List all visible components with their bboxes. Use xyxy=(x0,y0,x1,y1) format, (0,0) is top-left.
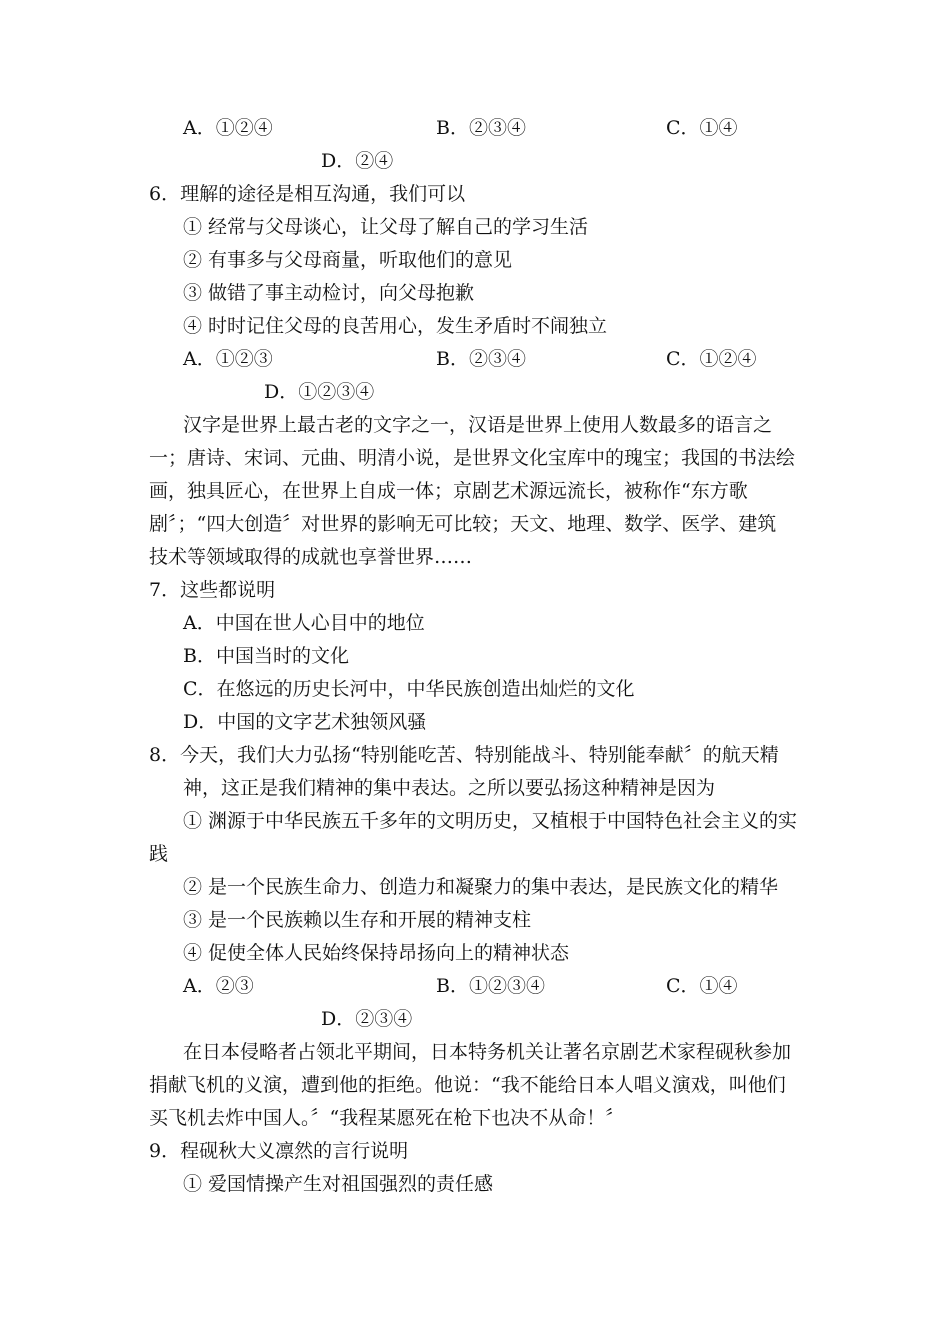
q7-option-d: D．中国的文字艺术独领风骚 xyxy=(183,711,427,733)
q6-option-b: B．②③④ xyxy=(436,348,526,370)
passage2-line-3: 买飞机去炸中国人。〞“我程某愿死在枪下也决不从命！〞 xyxy=(149,1107,625,1129)
q5-option-c: C．①④ xyxy=(666,117,738,139)
q9-stem: 9．程砚秋大义凛然的言行说明 xyxy=(149,1140,409,1162)
q6-option-a: A．①②③ xyxy=(183,348,273,370)
q6-item-3: ③ 做错了事主动检讨，向父母抱歉 xyxy=(183,282,475,304)
passage1-line-2: 一；唐诗、宋词、元曲、明清小说，是世界文化宝库中的瑰宝；我国的书法绘 xyxy=(149,447,796,469)
q8-stem-line-1: 8．今天，我们大力弘扬“特别能吃苦、特别能战斗、特别能奉献〞的航天精 xyxy=(149,744,779,766)
passage2-line-1: 在日本侵略者占领北平期间，日本特务机关让著名京剧艺术家程砚秋参加 xyxy=(183,1041,792,1063)
passage1-line-5: 技术等领域取得的成就也享誉世界…… xyxy=(149,546,473,568)
q6-option-d: D．①②③④ xyxy=(264,381,375,403)
q6-option-c: C．①②④ xyxy=(666,348,757,370)
q7-option-c: C．在悠远的历史长河中，中华民族创造出灿烂的文化 xyxy=(183,678,635,700)
q8-option-d: D．②③④ xyxy=(321,1008,413,1030)
q6-item-4: ④ 时时记住父母的良苦用心，发生矛盾时不闹独立 xyxy=(183,315,608,337)
q8-option-c: C．①④ xyxy=(666,975,738,997)
q8-item-3: ③ 是一个民族赖以生存和开展的精神支柱 xyxy=(183,909,532,931)
q6-stem: 6．理解的途径是相互沟通，我们可以 xyxy=(149,183,466,205)
passage1-line-1: 汉字是世界上最古老的文字之一，汉语是世界上使用人数最多的语言之 xyxy=(183,414,773,436)
passage1-line-3: 画，独具匠心，在世界上自成一体；京剧艺术源远流长，被称作“东方歌 xyxy=(149,480,748,502)
q6-item-1: ① 经常与父母谈心，让父母了解自己的学习生活 xyxy=(183,216,589,238)
q8-option-a: A．②③ xyxy=(183,975,254,997)
q7-option-a: A．中国在世人心目中的地位 xyxy=(183,612,425,634)
q7-option-b: B．中国当时的文化 xyxy=(183,645,349,667)
passage2-line-2: 捐献飞机的义演，遭到他的拒绝。他说：“我不能给日本人唱义演戏，叫他们 xyxy=(149,1074,786,1096)
q6-item-2: ② 有事多与父母商量，听取他们的意见 xyxy=(183,249,513,271)
q8-stem-line-2: 神，这正是我们精神的集中表达。之所以要弘扬这种精神是因为 xyxy=(183,777,716,799)
q8-item-4: ④ 促使全体人民始终保持昂扬向上的精神状态 xyxy=(183,942,570,964)
q7-stem: 7．这些都说明 xyxy=(149,579,276,601)
q5-option-b: B．②③④ xyxy=(436,117,526,139)
q5-option-a: A．①②④ xyxy=(183,117,273,139)
q8-item-1-line-2: 践 xyxy=(149,843,169,865)
q8-option-b: B．①②③④ xyxy=(436,975,545,997)
q8-item-2: ② 是一个民族生命力、创造力和凝聚力的集中表达，是民族文化的精华 xyxy=(183,876,779,898)
q9-item-1: ① 爱国情操产生对祖国强烈的责任感 xyxy=(183,1173,494,1195)
q5-option-d: D．②④ xyxy=(321,150,394,172)
q8-item-1-line-1: ① 渊源于中华民族五千多年的文明历史，又植根于中国特色社会主义的实 xyxy=(183,810,798,832)
passage1-line-4: 剧〞；“四大创造〞对世界的影响无可比较；天文、地理、数学、医学、建筑 xyxy=(149,513,777,535)
